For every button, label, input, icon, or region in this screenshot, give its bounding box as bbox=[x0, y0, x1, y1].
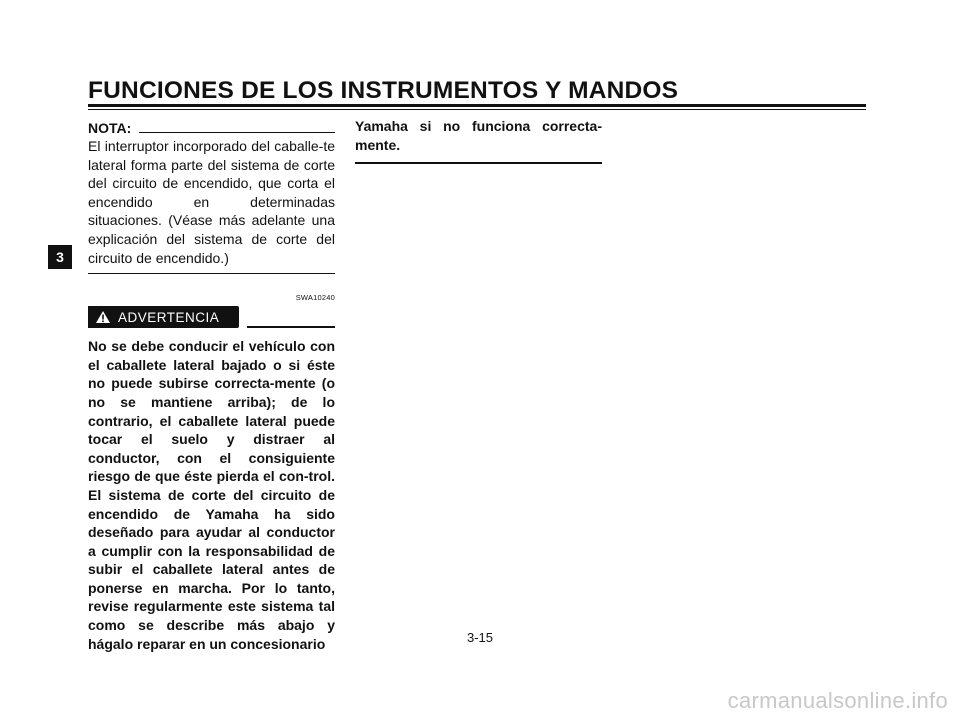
chapter-tab: 3 bbox=[48, 245, 72, 269]
note-heading-row bbox=[88, 117, 335, 137]
warning-code: SWA10240 bbox=[295, 293, 335, 303]
title-rule-thin bbox=[88, 109, 866, 110]
note-end-rule bbox=[88, 273, 335, 274]
watermark: carmanualsonline.info bbox=[727, 688, 948, 713]
note-text: El interruptor incorporado del caballe-te lateral forma parte del sistema de corte del circuito de encendido, que corta el encendido en determinadas situaciones. (Véase más adelante una explicación del sistema de corte del circuito de encendido.) bbox=[88, 138, 335, 266]
title-rule bbox=[88, 104, 866, 107]
note-heading: NOTA: bbox=[88, 120, 132, 136]
warning-header-rule bbox=[247, 326, 335, 328]
warning-end-rule bbox=[355, 162, 602, 164]
warning-text: No se debe conducir el vehículo con el caballete lateral bajado o si éste no puede subirse correcta-mente (o no se mantiene arriba); de lo contrario, el caballete lateral puede tocar el suelo y distraer al conductor, con el consiguiente riesgo de que éste pierda el con-trol. El sistema de corte del circuito de encendido de Yamaha ha sido deseñado para ayudar al conductor a cumplir con la responsabilidad de subir el caballete lateral antes de ponerse en marcha. Por lo tanto, revise regularmente este sistema tal como se describe más abajo y hágalo reparar en un concesionario bbox=[88, 338, 335, 652]
page-number: 3-15 bbox=[466, 630, 494, 645]
page-title: FUNCIONES DE LOS INSTRUMENTOS Y MANDOS bbox=[88, 77, 679, 104]
right-column bbox=[355, 117, 602, 164]
warning-text-continued: Yamaha si no funciona correcta-mente. bbox=[355, 118, 602, 153]
warning-label: ADVERTENCIA bbox=[118, 309, 220, 325]
left-column bbox=[88, 117, 335, 653]
warning-triangle-icon bbox=[88, 306, 118, 328]
warning-header bbox=[88, 306, 335, 328]
note-heading-rule bbox=[139, 132, 335, 133]
warning-badge bbox=[88, 306, 239, 328]
